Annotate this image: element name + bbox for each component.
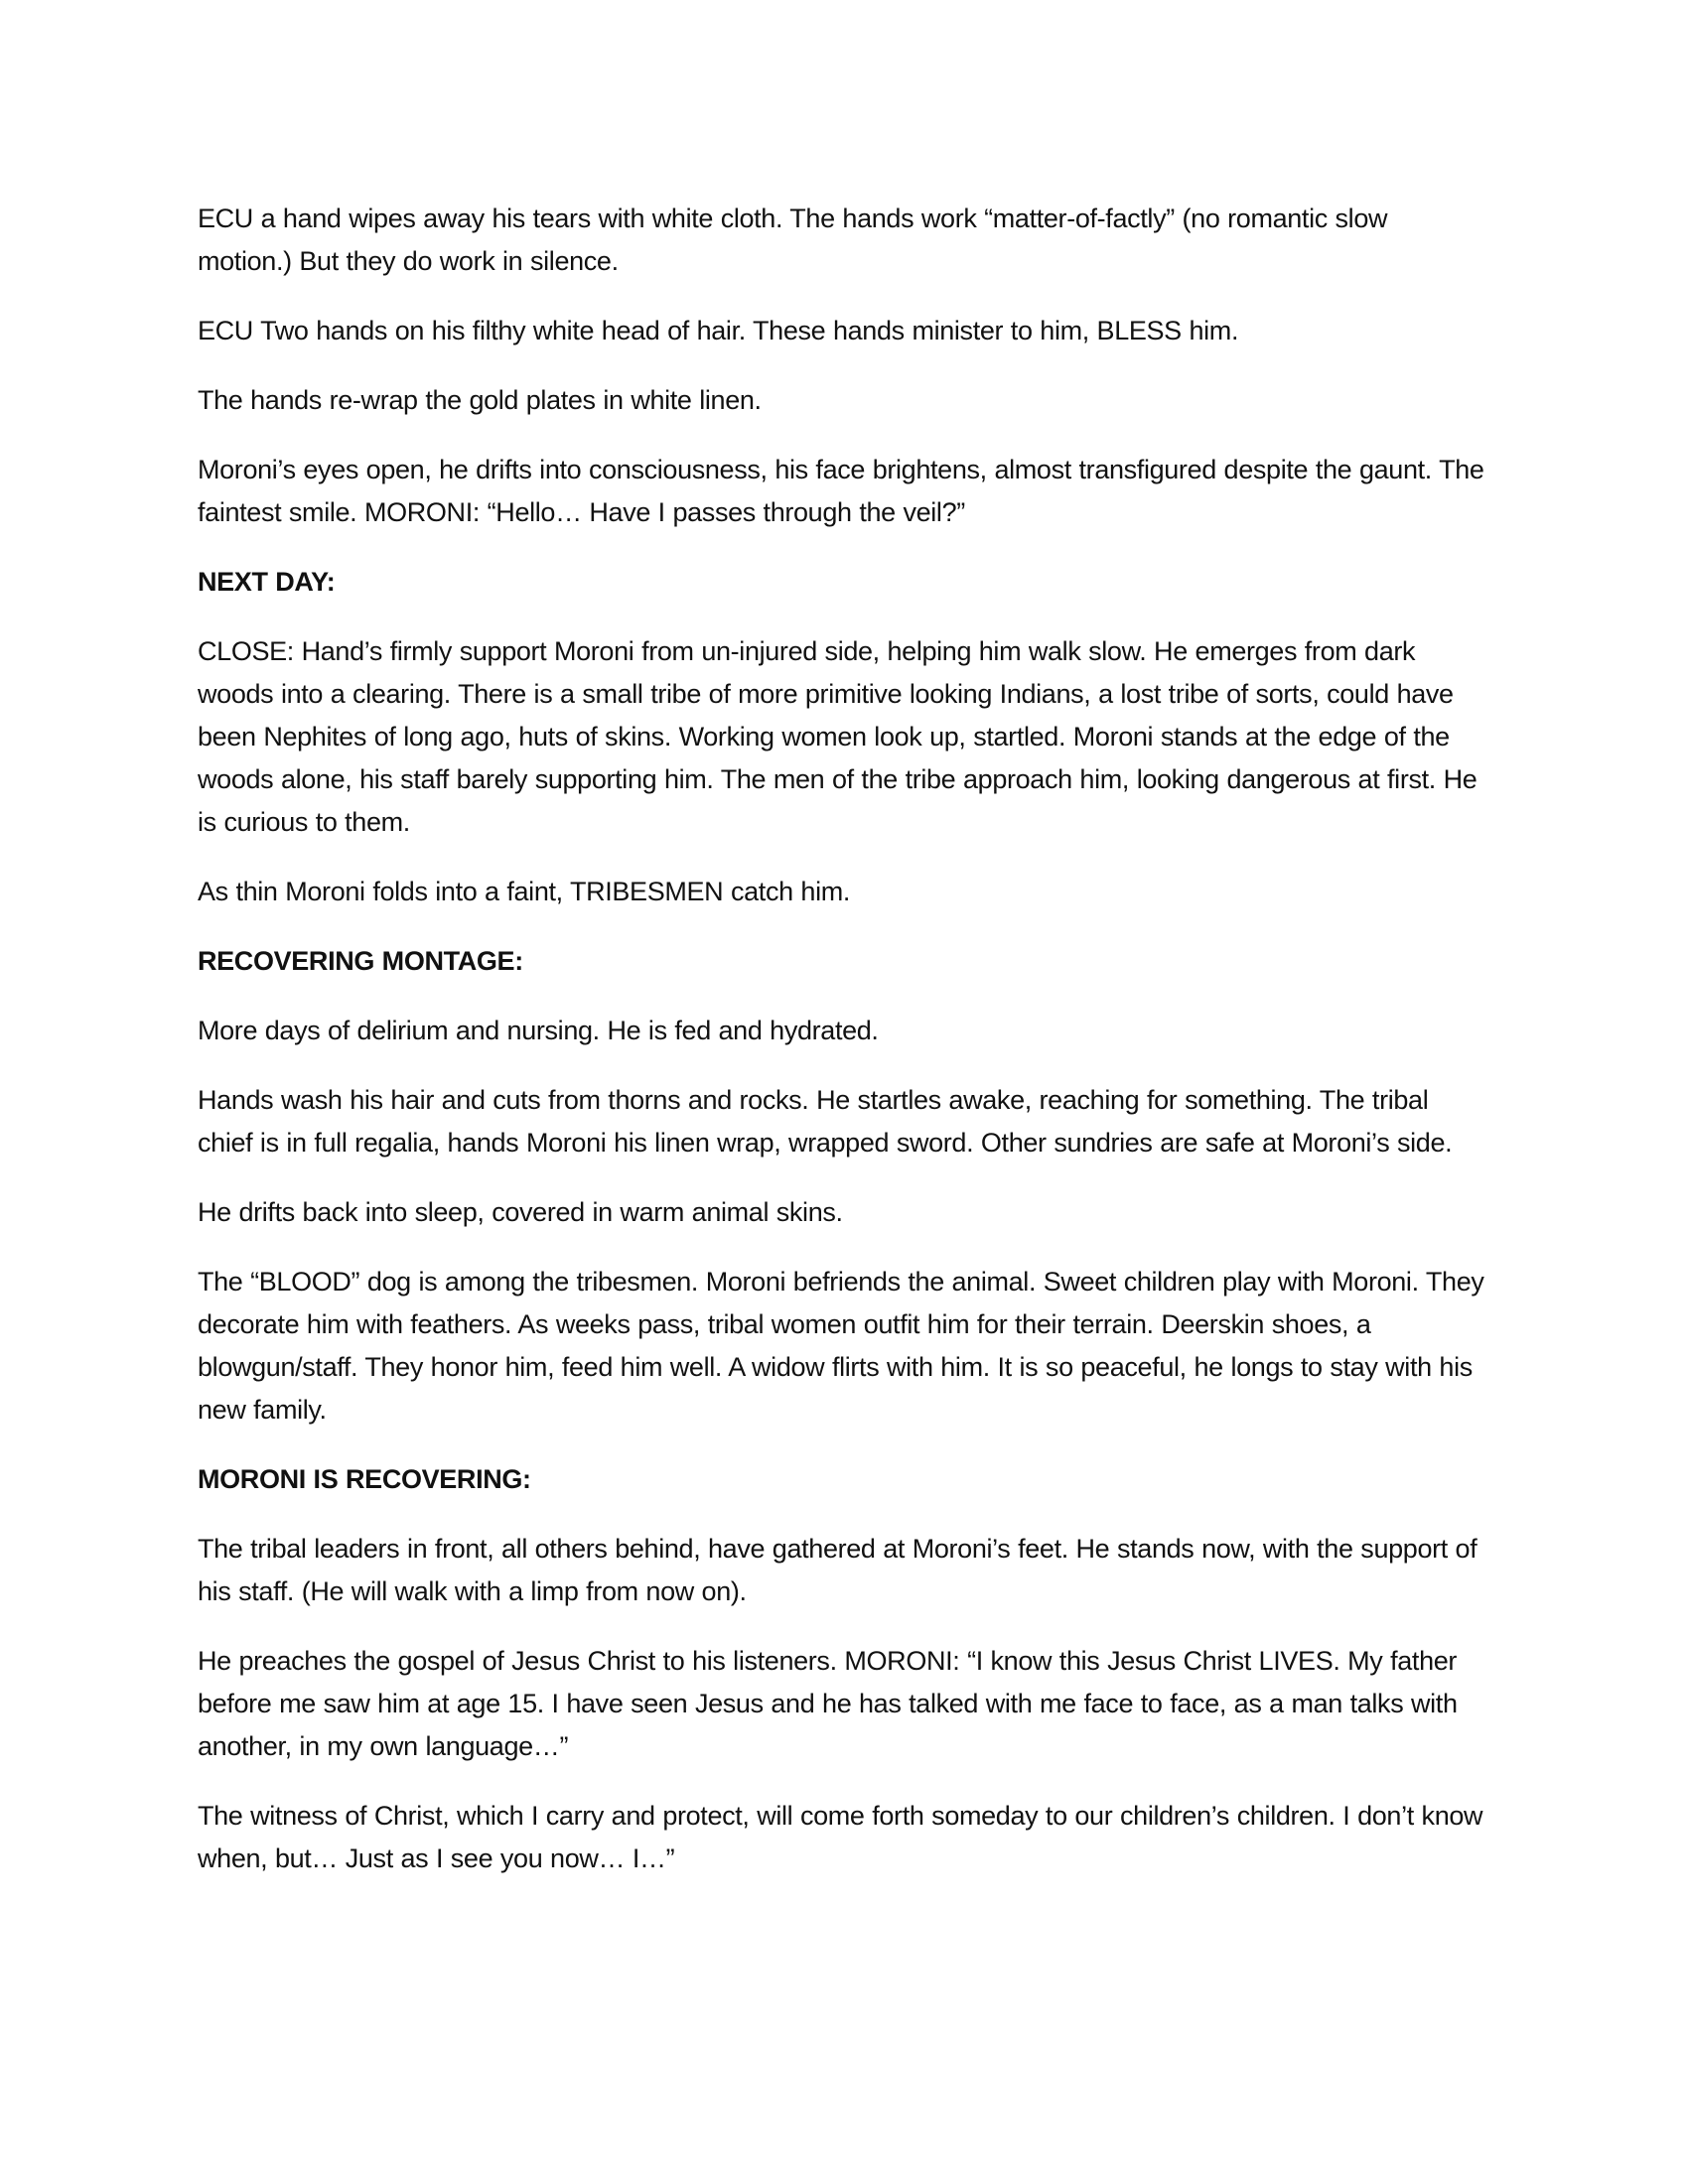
paragraph-faint: As thin Moroni folds into a faint, TRIBESMEN catch him. <box>198 877 851 906</box>
paragraph-witness: The witness of Christ, which I carry and protect, will come forth someday to our children’s children. I don’t know when, but… Just as I see you now… I…” <box>198 1801 1483 1873</box>
paragraph-preaches: He preaches the gospel of Jesus Christ to his listeners. MORONI: “I know this Jesus Christ LIVES. My father before me saw him at age 15. I have seen Jesus and he has talked with me face to face, as a man talks with another, in my own language…” <box>198 1646 1458 1761</box>
paragraph-ecu-hands-hair: ECU Two hands on his filthy white head of hair. These hands minister to him, BLESS him. <box>198 316 1239 345</box>
scene-heading-recovering-montage: RECOVERING MONTAGE: <box>198 946 523 976</box>
scene-heading-moroni-recovering: MORONI IS RECOVERING: <box>198 1464 531 1494</box>
paragraph-blood-dog: The “BLOOD” dog is among the tribesmen. Moroni befriends the animal. Sweet children play with Moroni. They decorate him with feathers. As weeks pass, tribal women outfit him for their terrain. Deerskin shoes, a blowgun/staff. They honor him, feed him well. A widow flirts with him. It is so peaceful, he longs to stay with his new family. <box>198 1267 1484 1425</box>
paragraph-ecu-tears: ECU a hand wipes away his tears with white cloth. The hands work “matter-of-factly” (no romantic slow motion.) But they do work in silence. <box>198 204 1388 276</box>
paragraph-moroni-eyes-open: Moroni’s eyes open, he drifts into consciousness, his face brightens, almost transfigured despite the gaunt. The faintest smile. MORONI: “Hello… Have I passes through the veil?” <box>198 455 1484 527</box>
paragraph-hands-wash: Hands wash his hair and cuts from thorns and rocks. He startles awake, reaching for something. The tribal chief is in full regalia, hands Moroni his linen wrap, wrapped sword. Other sundries are safe at Moroni’s side. <box>198 1085 1453 1158</box>
paragraph-delirium: More days of delirium and nursing. He is fed and hydrated. <box>198 1016 879 1045</box>
paragraph-tribal-leaders: The tribal leaders in front, all others behind, have gathered at Moroni’s feet. He stands now, with the support of his staff. (He will walk with a limp from now on). <box>198 1534 1477 1606</box>
document-body <box>198 198 1488 1907</box>
paragraph-rewrap-plates: The hands re-wrap the gold plates in white linen. <box>198 385 762 415</box>
scene-heading-next-day: NEXT DAY: <box>198 567 336 597</box>
paragraph-close-support: CLOSE: Hand’s firmly support Moroni from un-injured side, helping him walk slow. He emerges from dark woods into a clearing. There is a small tribe of more primitive looking Indians, a lost tribe of sorts, could have been Nephites of long ago, huts of skins. Working women look up, startled. Moroni stands at the edge of the woods alone, his staff barely supporting him. The men of the tribe approach him, looking dangerous at first. He is curious to them. <box>198 636 1477 837</box>
paragraph-drifts-sleep: He drifts back into sleep, covered in warm animal skins. <box>198 1197 843 1227</box>
